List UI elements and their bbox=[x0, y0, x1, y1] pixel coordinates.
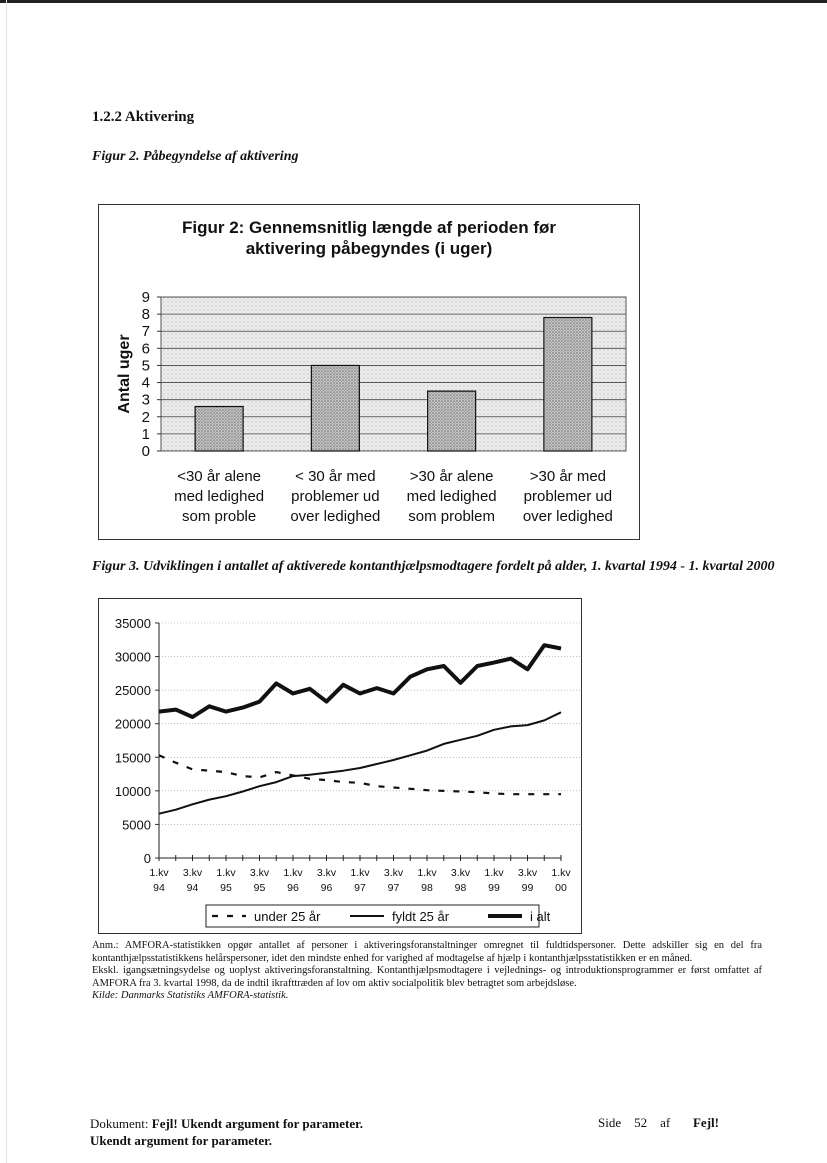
x-tick-label: 3.kv bbox=[383, 867, 404, 879]
y-tick-label: 35000 bbox=[114, 616, 151, 631]
x-tick-label: med ledighed bbox=[174, 488, 265, 505]
y-tick-label: 3 bbox=[141, 391, 150, 409]
x-tick-label: 1.kv bbox=[283, 867, 303, 879]
x-tick-label: 3.kv bbox=[249, 867, 270, 879]
x-tick-label: 00 bbox=[555, 882, 567, 894]
footer-page-number: 52 bbox=[634, 1115, 648, 1130]
y-axis-label: Antal uger bbox=[116, 334, 133, 414]
y-tick-label: 20000 bbox=[114, 716, 151, 732]
footer-doc-label: Dokument: bbox=[90, 1116, 149, 1131]
x-tick-label: 99 bbox=[488, 882, 500, 894]
x-tick-label: 97 bbox=[387, 882, 400, 894]
note-ekskl: Ekskl. igangsætningsydelse og uoplyst aktiveringsforanstaltning. Kontanthjælpsmodtagere i vejlednings- og introduktionsprogrammer er først omfattet af AMFORA fra 3. kvartal 1998, da de indtil ikrafttræden af lov om aktiv socialpolitik blev betragtet som arbejdsløse. bbox=[92, 965, 762, 989]
y-tick-label: 6 bbox=[141, 340, 150, 358]
x-tick-label: problemer ud bbox=[291, 488, 380, 505]
legend-label: under 25 år bbox=[254, 909, 321, 924]
x-tick-label: 1.kv bbox=[149, 867, 169, 879]
y-tick-label: 5 bbox=[141, 357, 150, 375]
figure-3-chart-frame bbox=[98, 598, 582, 934]
x-tick-label: >30 år med bbox=[529, 468, 607, 485]
note-source: Kilde: Danmarks Statistiks AMFORA-statistik. bbox=[92, 990, 289, 1001]
x-tick-label: over ledighed bbox=[290, 508, 381, 525]
y-tick-label: 8 bbox=[141, 306, 150, 324]
x-tick-label: 3.kv bbox=[517, 867, 538, 879]
chart-title-line-1: Figur 2: Gennemsnitlig længde af perioden før bbox=[181, 218, 557, 237]
bar bbox=[195, 407, 243, 451]
x-tick-label: 3.kv bbox=[316, 867, 337, 879]
x-tick-label: 95 bbox=[253, 882, 266, 894]
x-tick-label: >30 år alene bbox=[409, 468, 494, 485]
x-tick-label: 98 bbox=[454, 882, 467, 894]
y-tick-label: 10000 bbox=[114, 783, 151, 799]
y-tick-label: 0 bbox=[143, 851, 151, 866]
footer-page-error: Fejl! bbox=[692, 1115, 719, 1130]
bar bbox=[428, 391, 476, 451]
x-tick-label: 94 bbox=[153, 882, 165, 894]
x-tick-label: 97 bbox=[354, 882, 366, 894]
x-tick-label: 98 bbox=[421, 882, 433, 894]
figure-2-caption: Figur 2. Påbegyndelse af aktivering bbox=[92, 149, 299, 164]
footer-error-1: Fejl! Ukendt argument for parameter. bbox=[151, 1116, 363, 1131]
footer-document bbox=[90, 1115, 470, 1149]
x-tick-label: problemer ud bbox=[523, 488, 613, 505]
x-tick-label: 1.kv bbox=[484, 867, 504, 879]
figure-2-chart-frame bbox=[98, 204, 640, 540]
footer-af-label: af bbox=[660, 1115, 671, 1130]
scan-top-border bbox=[0, 0, 827, 3]
x-tick-label: <30 år alene bbox=[177, 468, 262, 485]
x-tick-label: 3.kv bbox=[450, 867, 471, 879]
footer-page bbox=[598, 1115, 758, 1131]
x-tick-label: 95 bbox=[220, 882, 232, 894]
scan-left-edge bbox=[6, 0, 7, 1163]
x-tick-label: over ledighed bbox=[522, 508, 613, 525]
footer-side-label: Side bbox=[598, 1115, 622, 1130]
y-tick-label: 15000 bbox=[114, 750, 151, 766]
x-tick-label: som proble bbox=[182, 508, 257, 525]
y-tick-label: 2 bbox=[141, 408, 150, 426]
y-tick-label: 5000 bbox=[122, 817, 151, 833]
series-line-bold bbox=[159, 645, 561, 717]
y-tick-label: 0 bbox=[141, 443, 150, 460]
y-tick-label: 25000 bbox=[114, 683, 151, 699]
note-anm: Anm.: AMFORA-statistikken opgør antallet af personer i aktiveringsforanstaltninger omregnet til fuldtidspersoner. Dette adskiller sig en del fra kontanthjælpsstatistikkens helårspersoner, idet den mindste enhed for varighed af modtagelse af hjælp i kontanthjælpsstatistikken er en måned. bbox=[92, 940, 762, 964]
figure-3-caption: Figur 3. Udviklingen i antallet af aktiverede kontanthjælpsmodtagere fordelt på alder, 1. kvartal 1994 - 1. kvartal 2000 bbox=[92, 559, 775, 574]
x-tick-label: 3.kv bbox=[182, 867, 203, 879]
x-tick-label: 99 bbox=[521, 882, 534, 894]
x-tick-label: 96 bbox=[320, 882, 333, 894]
bar-chart bbox=[99, 205, 639, 539]
chart-title-line-2: aktivering påbegyndes (i uger) bbox=[245, 239, 493, 258]
bar bbox=[544, 318, 592, 451]
series-line-dashed bbox=[159, 755, 561, 794]
line-chart bbox=[99, 599, 581, 933]
x-tick-label: 94 bbox=[186, 882, 199, 894]
x-tick-label: 1.kv bbox=[417, 867, 437, 879]
series-line-solid bbox=[159, 712, 561, 813]
y-tick-label: 9 bbox=[141, 289, 150, 306]
legend-label: i alt bbox=[530, 909, 551, 924]
x-tick-label: < 30 år med bbox=[295, 468, 376, 485]
x-tick-label: 1.kv bbox=[350, 867, 370, 879]
bar bbox=[311, 365, 359, 451]
x-tick-label: som problem bbox=[408, 508, 495, 525]
legend-label: fyldt 25 år bbox=[392, 909, 450, 924]
x-tick-label: 1.kv bbox=[551, 867, 571, 879]
x-tick-label: 96 bbox=[287, 882, 299, 894]
chart-notes bbox=[92, 940, 762, 1003]
y-tick-label: 30000 bbox=[114, 649, 151, 665]
x-tick-label: med ledighed bbox=[406, 488, 497, 505]
y-tick-label: 4 bbox=[141, 374, 150, 392]
section-heading: 1.2.2 Aktivering bbox=[92, 109, 195, 125]
footer-error-2: Ukendt argument for parameter. bbox=[90, 1133, 272, 1148]
y-tick-label: 7 bbox=[141, 323, 150, 341]
x-tick-label: 1.kv bbox=[216, 867, 236, 879]
y-tick-label: 1 bbox=[141, 425, 150, 443]
